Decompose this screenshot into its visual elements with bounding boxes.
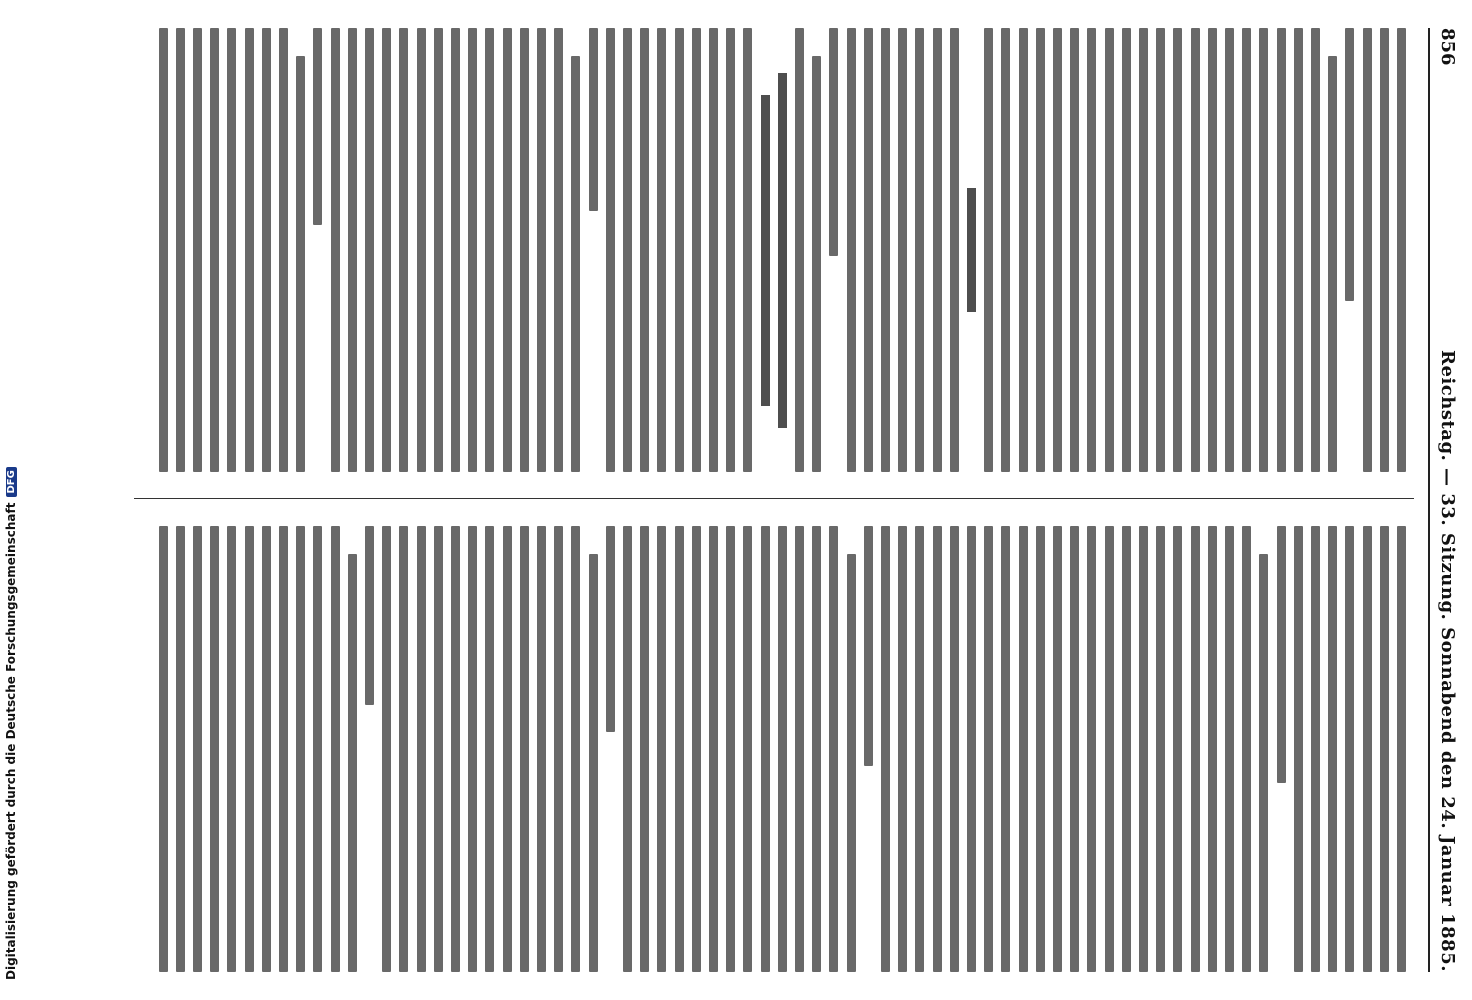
- text-line: [967, 526, 976, 972]
- text-line: [761, 95, 770, 406]
- text-line: [1380, 526, 1389, 972]
- text-line: [176, 526, 185, 972]
- text-line: [348, 554, 357, 972]
- text-line: [898, 28, 907, 472]
- column-lines: [140, 526, 1410, 972]
- text-line: [709, 28, 718, 472]
- text-line: [262, 526, 271, 972]
- text-column-left: [140, 28, 1410, 472]
- text-line: [657, 526, 666, 972]
- text-line: [262, 28, 271, 472]
- text-line: [864, 526, 873, 766]
- text-line: [709, 526, 718, 972]
- text-line: [1139, 28, 1148, 472]
- text-line: [812, 526, 821, 972]
- text-line: [1156, 526, 1165, 972]
- text-line: [503, 28, 512, 472]
- text-line: [675, 28, 684, 472]
- credit-strip: [0, 0, 40, 1000]
- text-line: [537, 526, 546, 972]
- text-line: [743, 526, 752, 972]
- text-line: [468, 526, 477, 972]
- text-line: [210, 28, 219, 472]
- text-line: [1053, 526, 1062, 972]
- text-line: [245, 28, 254, 472]
- text-line: [1294, 28, 1303, 472]
- text-line: [313, 526, 322, 972]
- text-line: [1328, 526, 1337, 972]
- text-line: [520, 28, 529, 472]
- text-line: [1122, 526, 1131, 972]
- text-line: [743, 28, 752, 472]
- text-line: [812, 56, 821, 472]
- text-line: [1277, 526, 1286, 783]
- text-line: [365, 526, 374, 705]
- text-line: [1173, 28, 1182, 472]
- text-line: [778, 73, 787, 428]
- text-line: [881, 526, 890, 972]
- text-line: [1380, 28, 1389, 472]
- text-line: [950, 526, 959, 972]
- text-line: [933, 28, 942, 472]
- page-number: 856: [1437, 28, 1458, 66]
- text-line: [331, 526, 340, 972]
- text-line: [193, 526, 202, 972]
- text-line: [1019, 526, 1028, 972]
- text-line: [623, 526, 632, 972]
- text-line: [915, 28, 924, 472]
- text-line: [1173, 526, 1182, 972]
- text-line: [399, 28, 408, 472]
- column-divider: [134, 498, 1414, 499]
- text-line: [606, 526, 615, 732]
- text-line: [1242, 526, 1251, 972]
- digitization-credit: [4, 360, 22, 980]
- text-line: [640, 526, 649, 972]
- text-line: [159, 28, 168, 472]
- text-line: [1070, 28, 1079, 472]
- text-line: [1345, 28, 1354, 301]
- text-line: [795, 526, 804, 972]
- text-line: [864, 28, 873, 472]
- text-line: [1311, 526, 1320, 972]
- text-line: [1070, 526, 1079, 972]
- text-line: [1277, 28, 1286, 472]
- text-line: [984, 28, 993, 472]
- text-line: [606, 28, 615, 472]
- text-line: [1328, 56, 1337, 472]
- text-line: [1036, 28, 1045, 472]
- text-line: [417, 28, 426, 472]
- text-line: [554, 526, 563, 972]
- text-line: [227, 28, 236, 472]
- text-line: [1208, 526, 1217, 972]
- text-line: [279, 526, 288, 972]
- text-line: [1259, 28, 1268, 472]
- text-line: [296, 526, 305, 972]
- text-line: [399, 526, 408, 972]
- text-line: [485, 526, 494, 972]
- text-line: [1122, 28, 1131, 472]
- text-line: [227, 526, 236, 972]
- text-line: [1345, 526, 1354, 972]
- text-line: [847, 554, 856, 972]
- text-line: [348, 28, 357, 472]
- text-line: [1087, 28, 1096, 472]
- text-line: [1397, 526, 1406, 972]
- document-page: [122, 0, 1472, 1000]
- text-line: [245, 526, 254, 972]
- text-line: [503, 526, 512, 972]
- text-line: [1363, 526, 1372, 972]
- text-line: [1001, 526, 1010, 972]
- text-line: [1191, 28, 1200, 472]
- text-line: [692, 526, 701, 972]
- text-line: [657, 28, 666, 472]
- text-line: [313, 28, 322, 225]
- text-line: [847, 28, 856, 472]
- text-line: [176, 28, 185, 472]
- text-line: [623, 28, 632, 472]
- text-line: [1139, 526, 1148, 972]
- text-line: [279, 28, 288, 472]
- text-line: [1105, 28, 1114, 472]
- text-line: [950, 28, 959, 472]
- text-line: [159, 526, 168, 972]
- text-line: [726, 28, 735, 472]
- scanned-sheet: [40, 0, 1458, 1000]
- text-line: [1259, 554, 1268, 972]
- text-line: [193, 28, 202, 472]
- text-line: [331, 28, 340, 472]
- text-line: [1208, 28, 1217, 472]
- text-line: [1036, 526, 1045, 972]
- text-line: [967, 188, 976, 312]
- text-line: [881, 28, 890, 472]
- text-line: [1242, 28, 1251, 472]
- text-line: [1019, 28, 1028, 472]
- column-lines: [140, 28, 1410, 472]
- text-line: [451, 526, 460, 972]
- text-line: [1053, 28, 1062, 472]
- text-line: [1311, 28, 1320, 472]
- text-line: [1105, 526, 1114, 972]
- dfg-logo: DFG: [6, 467, 17, 496]
- text-line: [915, 526, 924, 972]
- text-line: [468, 28, 477, 472]
- text-line: [571, 526, 580, 972]
- text-line: [640, 28, 649, 472]
- running-title: Reichstag. — 33. Sitzung. Sonnabend den 24. Januar 1885.: [1437, 350, 1458, 972]
- text-line: [1001, 28, 1010, 472]
- text-line: [1363, 28, 1372, 472]
- text-line: [417, 526, 426, 972]
- text-line: [829, 28, 838, 256]
- page-header: [1432, 28, 1458, 972]
- header-rule: [1428, 28, 1430, 972]
- credit-text: Digitalisierung gefördert durch die Deutsche Forschungsgemeinschaft: [4, 502, 18, 980]
- text-line: [1225, 526, 1234, 972]
- text-line: [829, 526, 838, 972]
- text-line: [692, 28, 701, 472]
- text-line: [571, 56, 580, 472]
- text-line: [1087, 526, 1096, 972]
- text-line: [589, 554, 598, 972]
- text-line: [1397, 28, 1406, 472]
- text-line: [675, 526, 684, 972]
- text-line: [434, 28, 443, 472]
- text-column-right: [140, 526, 1410, 972]
- text-line: [984, 526, 993, 972]
- text-line: [1294, 526, 1303, 972]
- text-line: [537, 28, 546, 472]
- text-line: [520, 526, 529, 972]
- text-line: [1191, 526, 1200, 972]
- text-line: [485, 28, 494, 472]
- text-line: [210, 526, 219, 972]
- text-line: [726, 526, 735, 972]
- text-line: [365, 28, 374, 472]
- text-line: [554, 28, 563, 472]
- text-line: [589, 28, 598, 211]
- text-line: [795, 28, 804, 472]
- text-line: [451, 28, 460, 472]
- text-line: [761, 526, 770, 972]
- text-line: [434, 526, 443, 972]
- text-line: [296, 56, 305, 472]
- text-line: [898, 526, 907, 972]
- text-line: [1156, 28, 1165, 472]
- text-line: [778, 526, 787, 972]
- text-line: [1225, 28, 1234, 472]
- text-line: [382, 28, 391, 472]
- text-line: [933, 526, 942, 972]
- text-line: [382, 526, 391, 972]
